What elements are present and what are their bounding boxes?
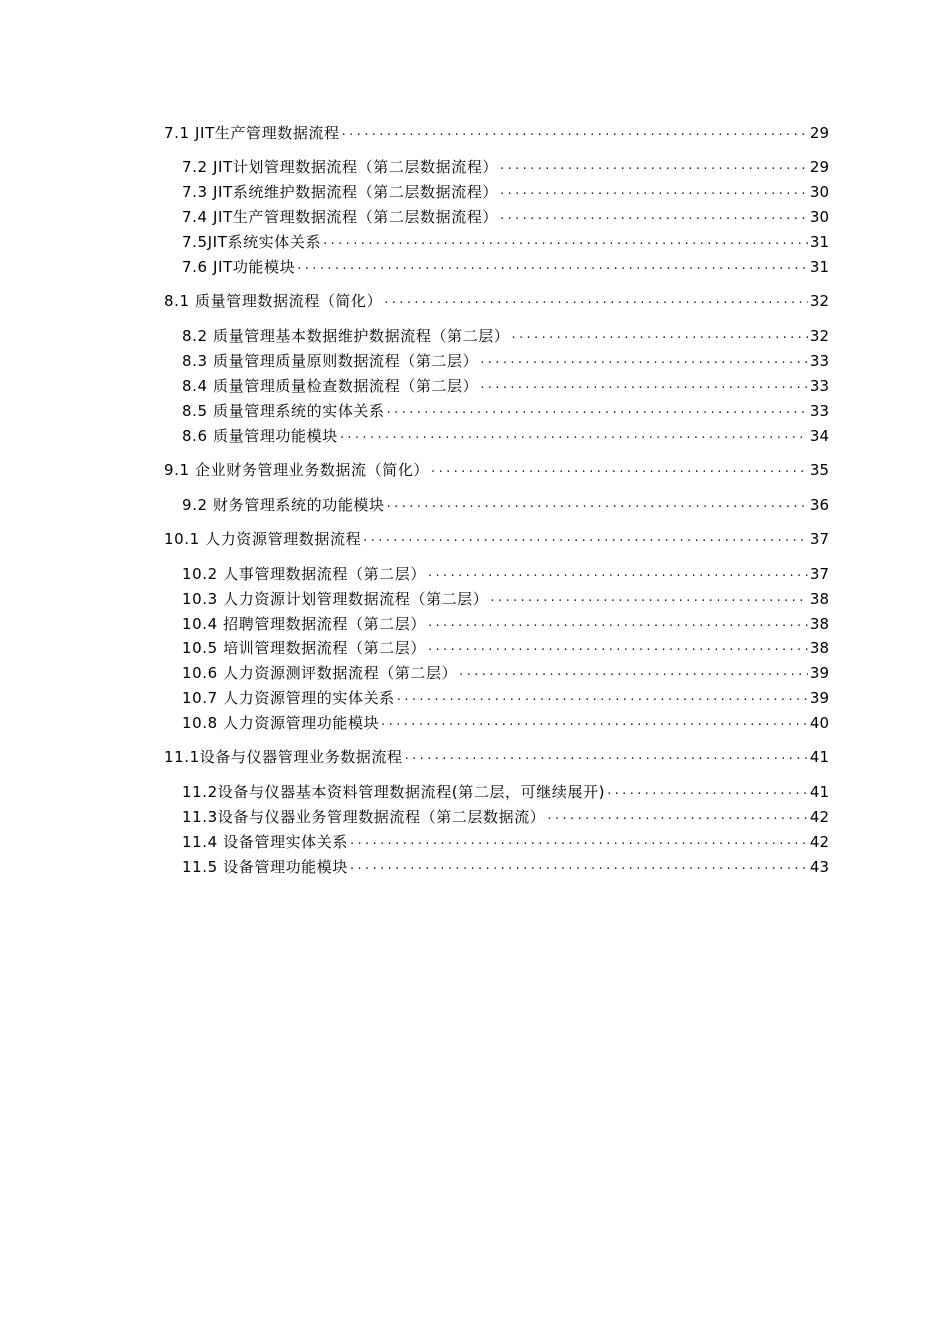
toc-entry-10-4[interactable] <box>0 610 950 634</box>
dot-leader <box>500 206 808 226</box>
toc-entry-page: 31 <box>809 258 829 276</box>
dot-leader <box>428 637 808 657</box>
toc-entry-8-4[interactable] <box>0 372 950 396</box>
dot-leader <box>350 856 808 876</box>
toc-entry-label: 10.3 人力资源计划管理数据流程（第二层） <box>182 590 489 608</box>
toc-entry-8-1[interactable] <box>0 287 950 311</box>
dot-leader <box>363 528 808 548</box>
toc-entry-page: 38 <box>809 590 829 608</box>
dot-leader <box>459 662 808 682</box>
toc-entry-label: 8.3 质量管理质量原则数据流程（第二层） <box>182 352 479 370</box>
toc-entry-11-4[interactable] <box>0 828 950 852</box>
toc-entry-label: 8.4 质量管理质量检查数据流程（第二层） <box>182 377 479 395</box>
toc-entry-10-5[interactable] <box>0 634 950 658</box>
toc-entry-8-3[interactable] <box>0 347 950 371</box>
toc-entry-page: 42 <box>809 808 829 826</box>
toc-entry-page: 40 <box>809 714 829 732</box>
dot-leader <box>387 494 808 514</box>
toc-entry-page: 37 <box>809 565 829 583</box>
toc-entry-page: 39 <box>809 664 829 682</box>
toc-entry-label: 9.1 企业财务管理业务数据流（简化） <box>164 461 430 479</box>
toc-entry-page: 41 <box>809 783 829 801</box>
toc-entry-label: 7.4 JIT生产管理数据流程（第二层数据流程） <box>182 208 499 226</box>
toc-entry-page: 35 <box>809 461 829 479</box>
toc-entry-page: 29 <box>809 158 829 176</box>
toc-entry-page: 33 <box>809 377 829 395</box>
toc-entry-label: 10.4 招聘管理数据流程（第二层） <box>182 615 426 633</box>
toc-entry-page: 33 <box>809 402 829 420</box>
toc-entry-page: 39 <box>809 689 829 707</box>
dot-leader <box>500 181 808 201</box>
toc-entry-page: 32 <box>809 327 829 345</box>
toc-entry-label: 7.6 JIT功能模块 <box>182 258 296 276</box>
toc-entry-label: 11.3设备与仪器业务管理数据流程（第二层数据流） <box>182 808 546 826</box>
toc-entry-7-2[interactable] <box>0 153 950 177</box>
toc-entry-8-6[interactable] <box>0 422 950 446</box>
toc-entry-10-6[interactable] <box>0 659 950 683</box>
toc-entry-page: 43 <box>809 858 829 876</box>
toc-entry-page: 32 <box>809 292 829 310</box>
toc-entry-page: 30 <box>809 208 829 226</box>
toc-entry-page: 30 <box>809 183 829 201</box>
toc-entry-11-1[interactable] <box>0 743 950 767</box>
toc-entry-7-6[interactable] <box>0 253 950 277</box>
toc-entry-label: 11.5 设备管理功能模块 <box>182 858 348 876</box>
toc-entry-page: 33 <box>809 352 829 370</box>
toc-entry-label: 11.1设备与仪器管理业务数据流程 <box>164 748 403 766</box>
toc-entry-label: 9.2 财务管理系统的功能模块 <box>182 496 385 514</box>
dot-leader <box>607 781 808 801</box>
dot-leader <box>547 806 808 826</box>
dot-leader <box>397 687 808 707</box>
toc-entry-7-3[interactable] <box>0 178 950 202</box>
toc-entry-10-3[interactable] <box>0 585 950 609</box>
toc-entry-label: 10.1 人力资源管理数据流程 <box>164 530 362 548</box>
toc-entry-8-5[interactable] <box>0 397 950 421</box>
toc-entry-page: 29 <box>809 124 829 142</box>
toc-entry-label: 7.1 JIT生产管理数据流程 <box>164 124 340 142</box>
dot-leader <box>381 712 808 732</box>
toc-entry-label: 8.1 质量管理数据流程（简化） <box>164 292 383 310</box>
toc-entry-label: 11.4 设备管理实体关系 <box>182 833 348 851</box>
toc-entry-label: 7.2 JIT计划管理数据流程（第二层数据流程） <box>182 158 499 176</box>
toc-entry-page: 38 <box>809 639 829 657</box>
dot-leader <box>387 400 808 420</box>
dot-leader <box>405 746 808 766</box>
toc-entry-page: 37 <box>809 530 829 548</box>
toc-entry-label: 8.6 质量管理功能模块 <box>182 427 338 445</box>
dot-leader <box>342 122 808 142</box>
toc-entry-11-5[interactable] <box>0 853 950 877</box>
dot-leader <box>431 459 808 479</box>
dot-leader <box>384 290 808 310</box>
toc-entry-page: 38 <box>809 615 829 633</box>
toc-entry-10-1[interactable] <box>0 525 950 549</box>
dot-leader <box>490 588 808 608</box>
toc-entry-8-2[interactable] <box>0 322 950 346</box>
toc-entry-11-2[interactable] <box>0 778 950 802</box>
dot-leader <box>350 831 808 851</box>
toc-entry-10-7[interactable] <box>0 684 950 708</box>
dot-leader <box>480 350 808 370</box>
dot-leader <box>428 613 808 633</box>
dot-leader <box>297 256 808 276</box>
dot-leader <box>340 425 808 445</box>
toc-entry-10-2[interactable] <box>0 560 950 584</box>
toc-entry-7-5[interactable] <box>0 228 950 252</box>
toc-entry-page: 34 <box>809 427 829 445</box>
toc-entry-label: 7.5JIT系统实体关系 <box>182 233 322 251</box>
toc-entry-9-1[interactable] <box>0 456 950 480</box>
toc-entry-7-1[interactable] <box>0 119 950 143</box>
dot-leader <box>500 156 808 176</box>
toc-entry-label: 8.2 质量管理基本数据维护数据流程（第二层） <box>182 327 510 345</box>
toc-entry-label: 11.2设备与仪器基本资料管理数据流程(第二层，可继续展开) <box>182 783 606 801</box>
toc-entry-label: 8.5 质量管理系统的实体关系 <box>182 402 385 420</box>
dot-leader <box>480 375 808 395</box>
toc-entry-9-2[interactable] <box>0 491 950 515</box>
toc-entry-label: 10.6 人力资源测评数据流程（第二层） <box>182 664 458 682</box>
toc-entry-label: 10.2 人事管理数据流程（第二层） <box>182 565 426 583</box>
toc-entry-page: 36 <box>809 496 829 514</box>
toc-entry-page: 31 <box>809 233 829 251</box>
dot-leader <box>511 325 807 345</box>
toc-entry-page: 42 <box>809 833 829 851</box>
toc-entry-label: 10.7 人力资源管理的实体关系 <box>182 689 395 707</box>
toc-entry-label: 7.3 JIT系统维护数据流程（第二层数据流程） <box>182 183 499 201</box>
toc-entry-11-3[interactable] <box>0 803 950 827</box>
toc-entry-label: 10.5 培训管理数据流程（第二层） <box>182 639 426 657</box>
dot-leader <box>428 563 808 583</box>
dot-leader <box>323 231 808 251</box>
toc-entry-10-8[interactable] <box>0 709 950 733</box>
toc-entry-label: 10.8 人力资源管理功能模块 <box>182 714 380 732</box>
toc-entry-7-4[interactable] <box>0 203 950 227</box>
toc-entry-page: 41 <box>809 748 829 766</box>
